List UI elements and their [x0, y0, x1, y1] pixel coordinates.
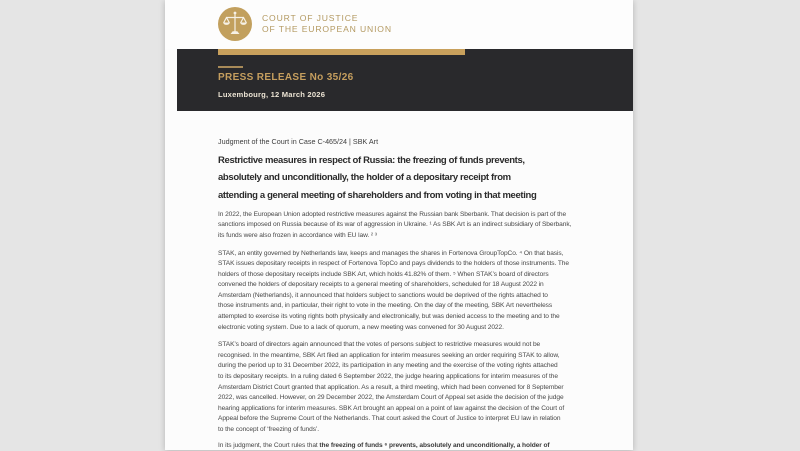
paragraph-line: convened the holders of depositary receipts to a general meeting of shareholders, scheduled for 18 August 2022 in [218, 281, 544, 289]
article-body [218, 111, 598, 451]
paragraph-line: Appeal before the Supreme Court of the Netherlands. That court asked the Court of Justice to interpret EU law in relation [218, 415, 561, 423]
paragraph-line: during the period up to 31 December 2022, its participation in any meeting and the exercise of the voting rights attached [218, 362, 558, 370]
gold-accent-bar [218, 49, 465, 55]
paragraph [218, 210, 598, 242]
paragraph-line: those instruments and, in particular, their right to vote in the meeting. On the day of the meeting, SBK Art nevertheless [218, 302, 553, 310]
paragraph-line: hearing applications for interim measures. SBK Art brought an appeal on a point of law against the decision of the Court of [218, 404, 565, 412]
paragraph-line: electronic voting system. Due to a lack of quorum, a new meeting was convened for 30 August 2022. [218, 323, 504, 331]
paragraph-line: STAK, an entity governed by Netherlands law, keeps and manages the shares in Fortenova GroupTopCo. ⁴ On that basis, [218, 249, 564, 257]
paragraph-line: attempted to exercise its voting rights both physically and electronically, but was denied access to the meeting and to the [218, 313, 560, 321]
paragraph-ruling [218, 441, 598, 451]
paragraph-line: to the concept of ‘freezing of funds’. [218, 426, 320, 433]
paragraph [218, 340, 598, 435]
case-reference: Judgment of the Court in Case C-465/24 | SBK Art [218, 137, 379, 146]
masthead [165, 0, 633, 49]
dateline: Luxembourg, 12 March 2026 [218, 90, 326, 99]
paragraph-line: recognised. In the meantime, SBK Art filed an application for interim measures seeking an order requiring STAK to allow, [218, 351, 560, 359]
ruling-intro-text: In its judgment, the Court rules that [218, 441, 320, 449]
logo-text-line2: OF THE EUROPEAN UNION [262, 24, 392, 34]
paragraph-line: holders of those depositary receipts include SBK Art, which holds 41.82% of them. ⁵ When STAK’s board of directors [218, 270, 549, 278]
paragraph-line: to its depositary receipts. In a ruling dated 6 September 2022, the judge hearing applications for interim measures of the [218, 373, 558, 381]
paragraph-line: Amsterdam District Court granted that application. As a result, a third meeting, which had been convened for 8 September [218, 383, 564, 391]
paragraph-line: 2022, was cancelled. However, on 29 December 2022, the Amsterdam Court of Appeal set aside the decision of the judge [218, 394, 564, 402]
paragraph-line: its funds were also frozen in accordance with EU law. ² ³ [218, 231, 377, 239]
press-release-page [165, 0, 633, 450]
paragraph [218, 249, 598, 334]
ruling-bold-text: the freezing of funds ⁶ prevents, absolutely and unconditionally, a holder of [319, 441, 550, 449]
paragraph-line: sanctions imposed on Russia because of its war of aggression in Ukraine. ¹ As SBK Art is an indirect subsidiary of Sberbank, [218, 221, 572, 229]
logo-text-line1: COURT OF JUSTICE [262, 13, 359, 23]
headline-line: Restrictive measures in respect of Russia: the freezing of funds prevents, [218, 155, 525, 166]
press-release-banner [177, 49, 633, 111]
headline [218, 152, 598, 204]
paragraph-line: Amsterdam (Netherlands), it announced that holders subject to sanctions would be deprived of the rights attached to [218, 291, 548, 299]
gold-divider [218, 66, 243, 68]
press-release-number: PRESS RELEASE No 35/26 [218, 72, 354, 83]
paragraph-line: In 2022, the European Union adopted restrictive measures against the Russian bank Sberbank. That decision is part of the [218, 210, 567, 218]
paragraph-line: STAK issues depositary receipts in respect of Fortenova TopCo and pays dividends to the holders of those instruments. The [218, 260, 569, 268]
headline-line: absolutely and unconditionally, the holder of a depositary receipt from [218, 172, 511, 184]
scales-of-justice-icon [218, 7, 252, 41]
paragraph-line: STAK’s board of directors again announced that the votes of persons subject to restrictive measures would not be [218, 341, 541, 349]
logo-wordmark [262, 13, 392, 35]
headline-line: attending a general meeting of shareholders and from voting in that meeting [218, 189, 537, 201]
cjeu-logo [218, 7, 392, 41]
